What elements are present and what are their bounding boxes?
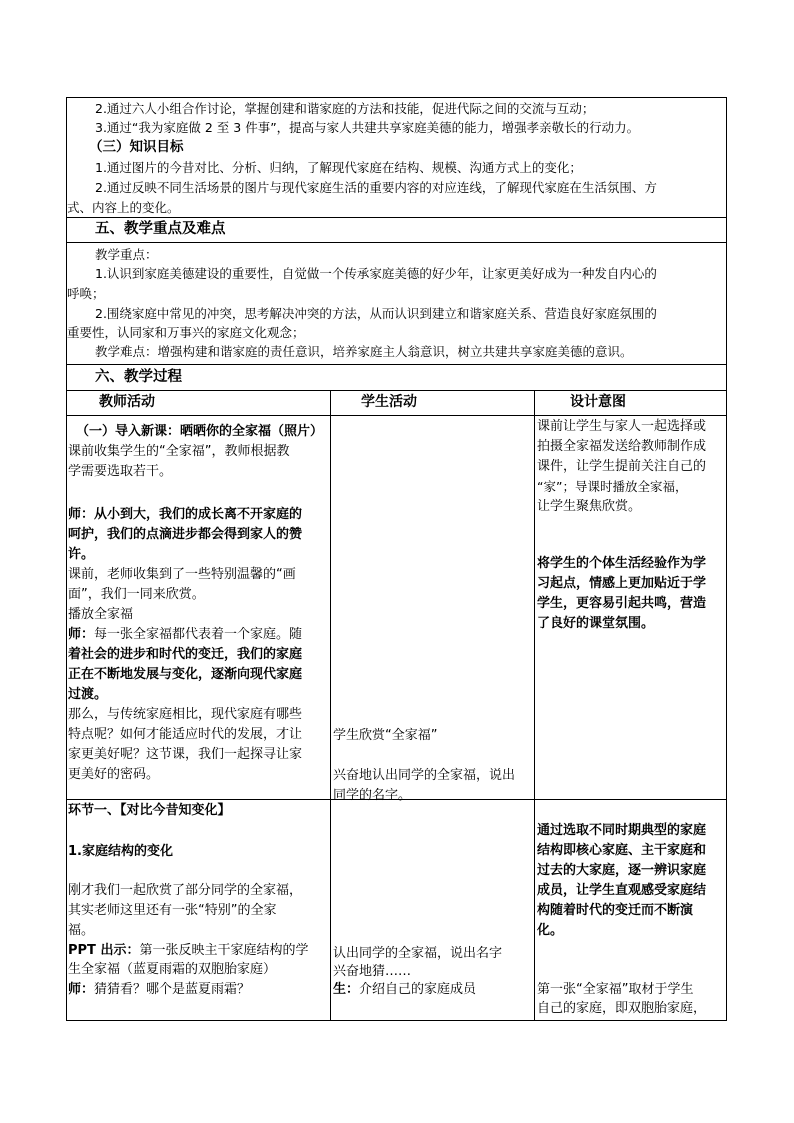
teacher-text: 呵护，我们的点滴进步都会得到家人的赞 (68, 527, 303, 542)
teacher-text: 着社会的进步和时代的变迁，我们的家庭 (68, 647, 303, 662)
student-text (333, 980, 476, 1000)
section-five-content (67, 243, 726, 365)
column-divider (534, 391, 535, 1020)
intent-text: 过去的大家庭，逐一辨识家庭 (537, 863, 707, 878)
ppt-label: PPT 出示： (68, 943, 140, 958)
objective-line: 式、内容上的变化。 (67, 200, 180, 215)
teacher-text: 学需要选取若干。 (68, 464, 173, 479)
intent-text: 让学生聚焦欣赏。 (537, 499, 642, 514)
table-row (67, 800, 726, 1020)
student-text: 兴奋地认出同学的全家福，说出 (333, 768, 516, 783)
section-six-header (67, 365, 726, 391)
intent-text: 将学生的个体生活经验作为学 (537, 556, 707, 571)
teacher-text: 师：从小到大，我们的成长离不开家庭的 (68, 507, 303, 522)
step-heading: 环节一、【对比今昔知变化】 (68, 803, 231, 818)
teacher-text: 课前收集学生的“全家福”，教师根据教 (68, 444, 290, 459)
speaker-label: 生： (333, 982, 360, 997)
intent-text: 成员，让学生直观感受家庭结 (537, 883, 707, 898)
intent-text: 第一张“全家福”取材于学生 (537, 982, 694, 997)
teacher-speech: 每一张全家福都代表着一个家庭。随 (94, 627, 303, 642)
intent-text: “家”；导课时播放全家福， (537, 479, 688, 494)
objective-line: 3.通过“我为家庭做 2 至 3 件事”，提高与家人共建共享家庭美德的能力，增强孝亲敬长的行动力。 (95, 120, 640, 135)
student-speech: 介绍自己的家庭成员 (359, 982, 477, 997)
teacher-text: 那么，与传统家庭相比，现代家庭有哪些 (68, 707, 303, 722)
teacher-text: 许。 (68, 547, 95, 562)
objectives-block (67, 98, 726, 218)
intent-text: 习起点，情感上更加贴近于学 (537, 576, 707, 591)
student-text: 学生欣赏“全家福” (333, 728, 438, 743)
difficulty-line: 教学难点：增强构建和谐家庭的责任意识，培养家庭主人翁意识，树立共建共享家庭美德的意识。 (95, 344, 633, 359)
teacher-text (68, 941, 308, 961)
section-title: 六、教学过程 (95, 369, 182, 385)
objective-line: 2.通过六人小组合作讨论，掌握创建和谐家庭的方法和技能，促进代际之间的交流与互动； (95, 101, 595, 116)
table-row (67, 416, 726, 803)
teacher-text: 福。 (68, 923, 95, 938)
teacher-speech: 第一张反映主干家庭结构的学 (139, 943, 309, 958)
student-text: 兴奋地猜…… (333, 964, 412, 979)
knowledge-goal-heading: （三）知识目标 (89, 139, 184, 155)
key-points-label: 教学重点： (95, 247, 158, 262)
key-point-line: 重要性，认同家和万事兴的家庭文化观念； (67, 325, 305, 340)
key-point-line: 2.围绕家庭中常见的冲突，思考解决冲突的方法，从而认识到建立和谐家庭关系、营造良好家庭氛围的 (95, 306, 657, 321)
section-five-header (67, 218, 726, 243)
intent-text: 构随着时代的变迁而不断演 (537, 903, 694, 918)
objective-line: 1.通过图片的今昔对比、分析、归纳，了解现代家庭在结构、规模、沟通方式上的变化； (95, 160, 582, 175)
document-page (66, 97, 727, 1021)
intent-text: 通过选取不同时期典型的家庭 (537, 823, 707, 838)
subsection-heading: 1.家庭结构的变化 (68, 844, 173, 859)
intent-text: 课前让学生与家人一起选择或 (537, 419, 707, 434)
process-table-header (67, 391, 726, 416)
intent-text: 课件，让学生提前关注自己的 (537, 459, 707, 474)
teacher-text: 课前，老师收集到了一些特别温馨的“画 (68, 567, 296, 582)
column-header-intent: 设计意图 (570, 394, 626, 410)
teacher-text: 生全家福（蓝夏雨霜的双胞胎家庭） (68, 962, 277, 977)
teacher-text: 过渡。 (68, 687, 108, 702)
teacher-speech: 猜猜看？哪个是蓝夏雨霜？ (94, 982, 251, 997)
student-text: 认出同学的全家福，说出名字 (333, 946, 503, 961)
intent-text: 学生，更容易引起共鸣，营造 (537, 596, 707, 611)
speaker-label: 师： (68, 627, 95, 642)
teacher-text (68, 625, 302, 645)
teacher-text: 正在不断地发展与变化，逐渐向现代家庭 (68, 667, 303, 682)
key-point-line: 1.认识到家庭美德建设的重要性，自觉做一个传承家庭美德的好少年，让家更美好成为一种发自内心的 (95, 266, 657, 281)
section-title: 五、教学重点及难点 (95, 221, 226, 237)
column-divider (330, 391, 331, 1020)
intro-heading: （一）导入新课：晒晒你的全家福（照片） (76, 424, 324, 439)
intent-text: 结构即核心家庭、主干家庭和 (537, 843, 707, 858)
intent-text: 化。 (537, 923, 564, 938)
teacher-text: 特点呢？如何才能适应时代的发展，才让 (68, 727, 303, 742)
speaker-label: 师： (68, 982, 95, 997)
teacher-text (68, 980, 250, 1000)
teacher-text: 刚才我们一起欣赏了部分同学的全家福， (68, 883, 303, 898)
teacher-text: 其实老师这里还有一张“特别”的全家 (68, 903, 277, 918)
intent-text: 自己的家庭，即双胞胎家庭， (537, 1001, 707, 1016)
key-point-line: 呼唤； (67, 286, 105, 301)
teacher-text: 播放全家福 (68, 607, 134, 622)
teacher-text: 面”，我们一同来欣赏。 (68, 587, 205, 602)
objective-line: 2.通过反映不同生活场景的图片与现代家庭生活的重要内容的对应连线，了解现代家庭在生活氛围、方 (95, 180, 657, 195)
column-header-student: 学生活动 (361, 394, 417, 410)
teacher-text: 更美好的密码。 (68, 767, 160, 782)
student-text: 同学的名字。 (333, 788, 412, 803)
intent-text: 拍摄全家福发送给教师制作成 (537, 439, 707, 454)
teacher-text: 家更美好呢？这节课，我们一起探寻让家 (68, 747, 303, 762)
intent-text: 了良好的课堂氛围。 (537, 616, 655, 631)
column-header-teacher: 教师活动 (99, 394, 155, 410)
